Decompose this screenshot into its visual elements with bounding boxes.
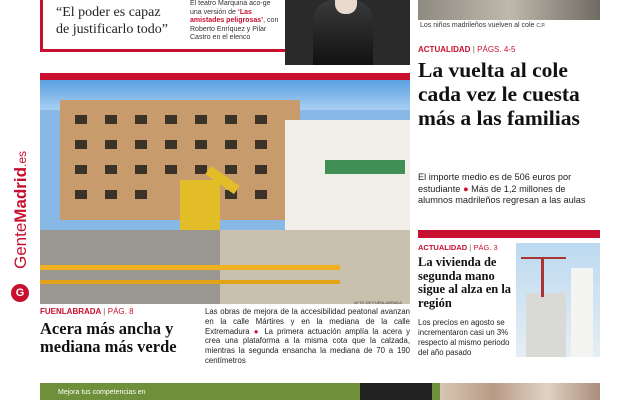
teaser-caption <box>190 0 280 43</box>
main-kicker: ACTUALIDAD | PÁGS. 4-5 <box>418 45 516 54</box>
section-label: FUENLABRADA <box>40 307 102 316</box>
vivienda-kicker: ACTUALIDAD | PÁG. 3 <box>418 243 498 252</box>
page-ref: PÁGS. 4-5 <box>477 45 516 54</box>
bullet-icon: ● <box>462 183 469 194</box>
brand-logo[interactable] <box>11 135 31 285</box>
body-text-2: Más de 1,2 millones de alumnos madrileños regresan a las aulas <box>418 183 586 205</box>
page-ref: PÁG. 3 <box>473 243 498 252</box>
body-text: Las obras de mejora de la accesibilidad peatonal avanzan en la calle Mártires y en la mediana de la calle Extremadura <box>205 307 410 336</box>
vivienda-headline[interactable]: La vivienda de segunda mano sigue al alza en la región <box>418 255 512 310</box>
main-headline[interactable]: La vuelta al cole cada vez le cuesta más a las familias <box>418 58 580 130</box>
teaser-quote: “El poder es capaz de justificarlo todo” <box>56 5 168 37</box>
teaser-caption-text: El teatro Marquina aco-ge una versión de <box>190 0 271 16</box>
school-photo-caption <box>420 22 600 29</box>
brand-name-part3: .es <box>15 150 29 167</box>
fuenlabrada-body <box>205 307 410 366</box>
section-rule <box>418 230 600 238</box>
vivienda-body: Los precios en agosto se incrementaron casi un 3% respecto al mismo periodo del año pasado <box>418 318 510 357</box>
teaser-photo[interactable] <box>285 0 410 65</box>
fuenlabrada-kicker: FUENLABRADA | PÁG. 8 <box>40 307 134 316</box>
main-body <box>418 172 600 207</box>
ad-banner-photo <box>440 383 600 400</box>
body-text: El importe medio es de 506 euros por estudiante <box>418 172 572 194</box>
photo-top-rule <box>40 73 410 80</box>
section-label: ACTUALIDAD <box>418 45 471 54</box>
ad-banner-dark-block <box>360 383 432 400</box>
towers-photo[interactable] <box>516 243 600 357</box>
ad-banner-text: Mejora tus competencias en <box>58 389 146 396</box>
body-text-2: La primera actuación amplía la acera y crea una plataforma a la misma cota que la calzada, mientras la segunda ensancha la mediana de 70 a 190 centímetros <box>205 326 410 365</box>
street-works-photo[interactable] <box>40 80 410 304</box>
teaser-caption-title: ‘Las amistades peligrosas’ <box>190 8 264 24</box>
brand-name-part2: Madrid <box>11 166 30 223</box>
school-caption-text: Los niños madrileños vuelven al cole <box>420 22 535 29</box>
teaser-caption-text-2: , con Roberto Enríquez y Pilar Castro en el elenco <box>190 17 279 41</box>
photo-credit: AYTO DE FUENLABRADA <box>354 300 402 305</box>
section-label: ACTUALIDAD <box>418 243 468 252</box>
school-photo[interactable] <box>418 0 600 20</box>
school-caption-credit: C.P. <box>536 23 546 29</box>
bullet-icon: ● <box>253 326 261 336</box>
brand-name-part1: Gente <box>11 222 30 270</box>
fuenlabrada-headline[interactable]: Acera más ancha y mediana más verde <box>40 319 177 356</box>
brand-mark-icon: G <box>11 284 29 302</box>
page-ref: PÁG. 8 <box>107 307 134 316</box>
